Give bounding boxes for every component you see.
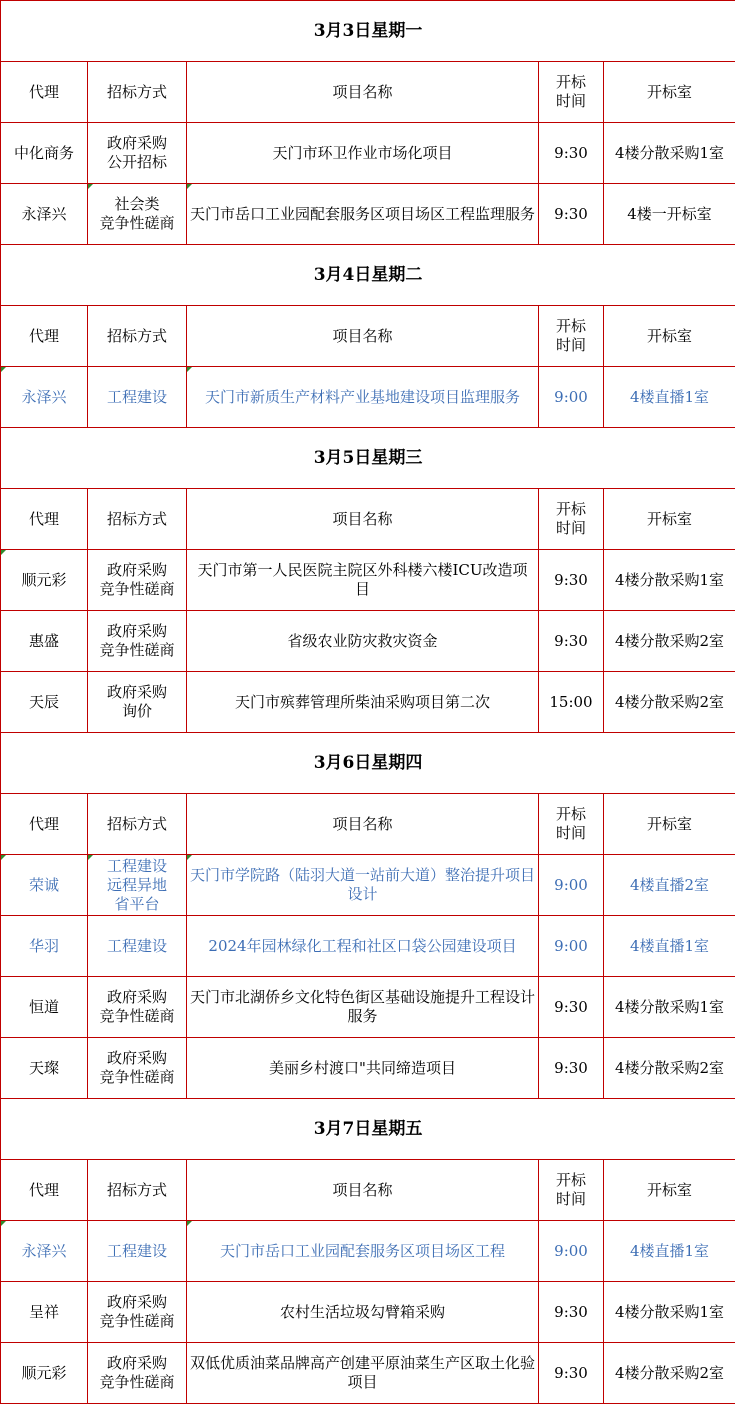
cell-room: 4楼分散采购2室 <box>604 1343 735 1404</box>
cell-project: 天门市岳口工业园配套服务区项目场区工程 <box>187 1221 539 1282</box>
cell-method: 工程建设 远程异地 省平台 <box>88 855 187 916</box>
cell-room: 4楼分散采购2室 <box>604 1038 735 1099</box>
cell-agent: 天辰 <box>1 672 88 733</box>
cell-project: 农村生活垃圾勾臂箱采购 <box>187 1282 539 1343</box>
day-title: 3月5日星期三 <box>1 428 735 489</box>
cell-method: 社会类 竞争性磋商 <box>88 184 187 245</box>
table-row <box>1 1282 735 1343</box>
cell-agent: 荣诚 <box>1 855 88 916</box>
cell-time: 9:30 <box>539 1038 604 1099</box>
cell-method: 政府采购 询价 <box>88 672 187 733</box>
cell-method: 工程建设 <box>88 1221 187 1282</box>
column-header-time: 开标 时间 <box>539 489 604 550</box>
column-header-project: 项目名称 <box>187 62 539 123</box>
cell-room: 4楼直播1室 <box>604 367 735 428</box>
cell-room: 4楼直播2室 <box>604 855 735 916</box>
table-row <box>1 855 735 916</box>
cell-method: 政府采购 竞争性磋商 <box>88 611 187 672</box>
day-header-row <box>1 1099 735 1160</box>
cell-project: 天门市殡葬管理所柴油采购项目第二次 <box>187 672 539 733</box>
cell-project: 天门市学院路（陆羽大道一站前大道）整治提升项目设计 <box>187 855 539 916</box>
column-header-room: 开标室 <box>604 62 735 123</box>
day-title: 3月4日星期二 <box>1 245 735 306</box>
cell-agent: 永泽兴 <box>1 367 88 428</box>
column-header-row <box>1 794 735 855</box>
cell-room: 4楼一开标室 <box>604 184 735 245</box>
cell-time: 9:00 <box>539 916 604 977</box>
cell-method: 政府采购 竞争性磋商 <box>88 550 187 611</box>
day-title: 3月3日星期一 <box>1 1 735 62</box>
column-header-row <box>1 62 735 123</box>
cell-time: 9:30 <box>539 1343 604 1404</box>
cell-project: 天门市第一人民医院主院区外科楼六楼ICU改造项目 <box>187 550 539 611</box>
cell-room: 4楼分散采购1室 <box>604 123 735 184</box>
column-header-time: 开标 时间 <box>539 306 604 367</box>
column-header-method: 招标方式 <box>88 306 187 367</box>
table-row <box>1 367 735 428</box>
cell-agent: 惠盛 <box>1 611 88 672</box>
column-header-room: 开标室 <box>604 794 735 855</box>
column-header-agent: 代理 <box>1 489 88 550</box>
cell-time: 9:00 <box>539 855 604 916</box>
cell-room: 4楼分散采购2室 <box>604 611 735 672</box>
cell-method: 政府采购 竞争性磋商 <box>88 1282 187 1343</box>
table-row <box>1 672 735 733</box>
table-row <box>1 977 735 1038</box>
cell-project: 省级农业防灾救灾资金 <box>187 611 539 672</box>
cell-agent: 华羽 <box>1 916 88 977</box>
column-header-project: 项目名称 <box>187 489 539 550</box>
cell-project: 双低优质油菜品牌高产创建平原油菜生产区取土化验项目 <box>187 1343 539 1404</box>
column-header-room: 开标室 <box>604 1160 735 1221</box>
column-header-method: 招标方式 <box>88 1160 187 1221</box>
column-header-agent: 代理 <box>1 62 88 123</box>
cell-agent: 永泽兴 <box>1 1221 88 1282</box>
day-title: 3月6日星期四 <box>1 733 735 794</box>
column-header-time: 开标 时间 <box>539 62 604 123</box>
column-header-row <box>1 489 735 550</box>
cell-time: 9:00 <box>539 367 604 428</box>
cell-project: 美丽乡村渡口"共同缔造项目 <box>187 1038 539 1099</box>
column-header-project: 项目名称 <box>187 1160 539 1221</box>
column-header-agent: 代理 <box>1 794 88 855</box>
cell-room: 4楼分散采购1室 <box>604 550 735 611</box>
table-row <box>1 1038 735 1099</box>
column-header-method: 招标方式 <box>88 489 187 550</box>
cell-agent: 顺元彩 <box>1 1343 88 1404</box>
cell-time: 9:30 <box>539 184 604 245</box>
cell-room: 4楼直播1室 <box>604 1221 735 1282</box>
column-header-time: 开标 时间 <box>539 1160 604 1221</box>
column-header-agent: 代理 <box>1 306 88 367</box>
cell-room: 4楼分散采购1室 <box>604 977 735 1038</box>
column-header-room: 开标室 <box>604 306 735 367</box>
cell-method: 工程建设 <box>88 916 187 977</box>
cell-project: 天门市环卫作业市场化项目 <box>187 123 539 184</box>
table-row <box>1 184 735 245</box>
cell-room: 4楼分散采购1室 <box>604 1282 735 1343</box>
day-header-row <box>1 245 735 306</box>
table-row <box>1 550 735 611</box>
cell-project: 2024年园林绿化工程和社区口袋公园建设项目 <box>187 916 539 977</box>
cell-project: 天门市北湖侨乡文化特色街区基础设施提升工程设计服务 <box>187 977 539 1038</box>
cell-project: 天门市岳口工业园配套服务区项目场区工程监理服务 <box>187 184 539 245</box>
column-header-row <box>1 306 735 367</box>
column-header-project: 项目名称 <box>187 306 539 367</box>
cell-method: 政府采购 竞争性磋商 <box>88 977 187 1038</box>
cell-method: 政府采购 竞争性磋商 <box>88 1038 187 1099</box>
column-header-project: 项目名称 <box>187 794 539 855</box>
day-header-row <box>1 428 735 489</box>
cell-room: 4楼直播1室 <box>604 916 735 977</box>
cell-project: 天门市新质生产材料产业基地建设项目监理服务 <box>187 367 539 428</box>
cell-room: 4楼分散采购2室 <box>604 672 735 733</box>
day-title: 3月7日星期五 <box>1 1099 735 1160</box>
column-header-method: 招标方式 <box>88 62 187 123</box>
table-row <box>1 611 735 672</box>
cell-time: 15:00 <box>539 672 604 733</box>
table-row <box>1 123 735 184</box>
cell-time: 9:30 <box>539 550 604 611</box>
cell-method: 政府采购 竞争性磋商 <box>88 1343 187 1404</box>
day-header-row <box>1 733 735 794</box>
cell-agent: 恒道 <box>1 977 88 1038</box>
cell-time: 9:30 <box>539 1282 604 1343</box>
day-header-row <box>1 1 735 62</box>
column-header-method: 招标方式 <box>88 794 187 855</box>
cell-time: 9:00 <box>539 1221 604 1282</box>
cell-agent: 中化商务 <box>1 123 88 184</box>
cell-time: 9:30 <box>539 611 604 672</box>
table-row <box>1 1221 735 1282</box>
column-header-room: 开标室 <box>604 489 735 550</box>
cell-time: 9:30 <box>539 977 604 1038</box>
column-header-row <box>1 1160 735 1221</box>
cell-method: 工程建设 <box>88 367 187 428</box>
table-row <box>1 1343 735 1404</box>
table-row <box>1 916 735 977</box>
column-header-time: 开标 时间 <box>539 794 604 855</box>
cell-method: 政府采购 公开招标 <box>88 123 187 184</box>
cell-agent: 永泽兴 <box>1 184 88 245</box>
column-header-agent: 代理 <box>1 1160 88 1221</box>
cell-time: 9:30 <box>539 123 604 184</box>
cell-agent: 顺元彩 <box>1 550 88 611</box>
cell-agent: 呈祥 <box>1 1282 88 1343</box>
cell-agent: 天璨 <box>1 1038 88 1099</box>
